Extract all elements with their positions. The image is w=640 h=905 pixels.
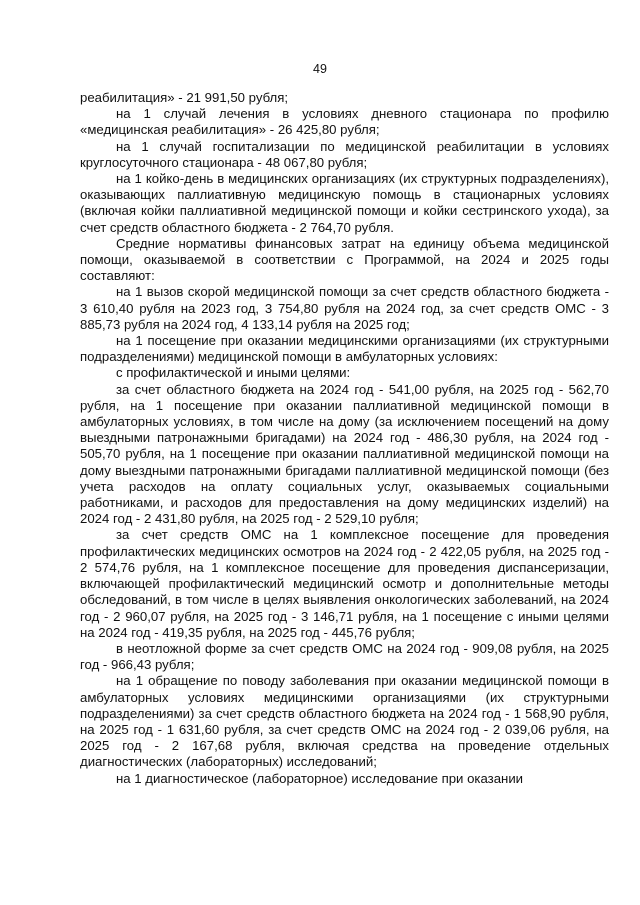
document-body	[80, 90, 609, 787]
paragraph: Средние нормативы финансовых затрат на единицу объема медицинской помощи, оказываемой в соответствии с Программой, на 2024 и 2025 годы составляют:	[80, 235, 609, 284]
paragraph: в неотложной форме за счет средств ОМС на 2024 год - 909,08 рубля, на 2025 год - 966,43 рубля;	[80, 640, 609, 673]
paragraph: на 1 посещение при оказании медицинскими организациями (их структурными подразделениями) медицинской помощи в амбулаторных условиях:	[80, 333, 609, 365]
paragraph: за счет областного бюджета на 2024 год - 541,00 рубля, на 2025 год - 562,70 рубля, на 1 посещение при оказании паллиативной медицинской помощи в амбулаторных условиях, в том числе на дому (за исключением посещений на дому выездными патронажными бригадами) на 2024 год - 486,30 рубля, на 2024 год - 505,70 рубля, на 1 посещение при оказании паллиативной медицинской помощи на дому выездными патронажными бригадами паллиативной медицинской помощи (без учета расходов на оплату социальных услуг, оказываемых социальными работниками, и расходов для предоставления на дому медицинских изделий) на 2024 год - 2 431,80 рубля, на 2025 год - 2 529,10 рубля;	[80, 381, 609, 527]
paragraph: на 1 случай лечения в условиях дневного стационара по профилю «медицинская реабилитация» - 26 425,80 рубля;	[80, 106, 609, 138]
paragraph: на 1 обращение по поводу заболевания при оказании медицинской помощи в амбулаторных условиях медицинскими организациями (их структурными подразделениями) за счет средств областного бюджета на 2024 год - 1 568,90 рубля, на 2025 год - 1 631,60 рубля, за счет средств ОМС на 2024 год - 2 039,06 рубля, на 2025 год - 2 167,68 рубля, включая средства на проведение отдельных диагностических (лабораторных) исследований;	[80, 673, 609, 770]
paragraph: на 1 случай госпитализации по медицинской реабилитации в условиях круглосуточного стационара - 48 067,80 рубля;	[80, 138, 609, 170]
paragraph: за счет средств ОМС на 1 комплексное посещение для проведения профилактических медицинских осмотров на 2024 год - 2 422,05 рубля, на 2025 год - 2 574,76 рубля, на 1 комплексное посещение для проведения диспансеризации, включающей профилактический медицинский осмотр и дополнительные методы обследований, в том числе в целях выявления онкологических заболеваний, на 2024 год - 2 960,07 рубля, на 2025 год - 3 146,71 рубля, на 1 посещение с иными целями на 2024 год - 419,35 рубля, на 2025 год - 445,76 рубля;	[80, 527, 609, 640]
paragraph: на 1 вызов скорой медицинской помощи за счет средств областного бюджета - 3 610,40 рубля на 2023 год, 3 754,80 рубля на 2024 год, за счет средств ОМС - 3 885,73 рубля на 2024 год, 4 133,14 рубля на 2025 год;	[80, 284, 609, 332]
paragraph: реабилитация» - 21 991,50 рубля;	[80, 90, 289, 105]
paragraph: на 1 койко-день в медицинских организациях (их структурных подразделениях), оказывающих паллиативную медицинскую помощь в стационарных условиях (включая койки паллиативной медицинской помощи и койки сестринского ухода), за счет средств областного бюджета - 2 764,70 рубля.	[80, 171, 609, 235]
paragraph: с профилактической и иными целями:	[116, 365, 351, 381]
paragraph: на 1 диагностическое (лабораторное) исследование при оказании	[116, 770, 524, 786]
page-number: 49	[313, 62, 327, 76]
